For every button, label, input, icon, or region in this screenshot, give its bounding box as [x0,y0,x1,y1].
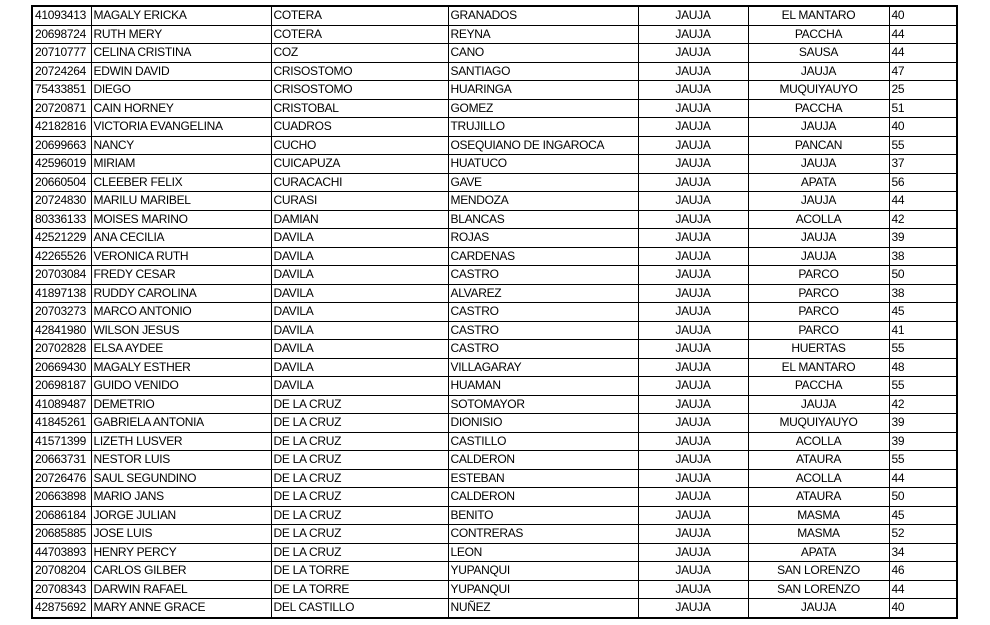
age-cell[interactable]: 41 [889,321,957,340]
age-cell[interactable]: 40 [889,118,957,137]
province-cell[interactable]: JAUJA [638,358,748,377]
dni-cell[interactable]: 42182816 [32,118,91,137]
surname-2-cell[interactable]: SANTIAGO [448,62,638,81]
surname-1-cell[interactable]: CUICAPUZA [271,155,448,174]
given-names-cell[interactable]: MARIO JANS [91,488,271,507]
age-cell[interactable]: 42 [889,395,957,414]
surname-1-cell[interactable]: DAVILA [271,321,448,340]
province-cell[interactable]: JAUJA [638,525,748,544]
province-cell[interactable]: JAUJA [638,469,748,488]
district-cell[interactable]: ACOLLA [748,469,889,488]
surname-1-cell[interactable]: DE LA CRUZ [271,414,448,433]
dni-cell[interactable]: 20708204 [32,562,91,581]
dni-cell[interactable]: 42596019 [32,155,91,174]
surname-1-cell[interactable]: CURASI [271,192,448,211]
province-cell[interactable]: JAUJA [638,377,748,396]
given-names-cell[interactable]: RUTH MERY [91,25,271,44]
surname-2-cell[interactable]: OSEQUIANO DE INGAROCA [448,136,638,155]
district-cell[interactable]: SAN LORENZO [748,562,889,581]
surname-1-cell[interactable]: DE LA TORRE [271,562,448,581]
table-row [32,377,957,396]
district-cell[interactable]: JAUJA [748,229,889,248]
province-cell[interactable]: JAUJA [638,543,748,562]
surname-1-cell[interactable]: CRISOSTOMO [271,81,448,100]
district-cell[interactable]: SAN LORENZO [748,580,889,599]
dni-cell[interactable]: 20660504 [32,173,91,192]
given-names-cell[interactable]: WILSON JESUS [91,321,271,340]
district-cell[interactable]: HUERTAS [748,340,889,359]
table-row [32,303,957,322]
surname-1-cell[interactable]: COTERA [271,6,448,25]
age-cell[interactable]: 52 [889,525,957,544]
dni-cell[interactable]: 42265526 [32,247,91,266]
surname-1-cell[interactable]: DAVILA [271,284,448,303]
surname-2-cell[interactable]: TRUJILLO [448,118,638,137]
province-cell[interactable]: JAUJA [638,136,748,155]
given-names-cell[interactable]: CAIN HORNEY [91,99,271,118]
given-names-cell[interactable]: GABRIELA ANTONIA [91,414,271,433]
table-row [32,44,957,63]
surname-2-cell[interactable]: CALDERON [448,451,638,470]
surname-1-cell[interactable]: DE LA CRUZ [271,488,448,507]
table-row [32,81,957,100]
dni-cell[interactable]: 20703084 [32,266,91,285]
surname-1-cell[interactable]: COZ [271,44,448,63]
province-cell[interactable]: JAUJA [638,321,748,340]
province-cell[interactable]: JAUJA [638,118,748,137]
surname-2-cell[interactable]: HUARINGA [448,81,638,100]
surname-2-cell[interactable]: ESTEBAN [448,469,638,488]
surname-2-cell[interactable]: VILLAGARAY [448,358,638,377]
district-cell[interactable]: APATA [748,543,889,562]
surname-2-cell[interactable]: YUPANQUI [448,562,638,581]
table-row [32,469,957,488]
surname-2-cell[interactable]: CASTILLO [448,432,638,451]
district-cell[interactable]: PARCO [748,303,889,322]
district-cell[interactable]: PACCHA [748,25,889,44]
table-row [32,155,957,174]
dni-cell[interactable]: 20685885 [32,525,91,544]
district-cell[interactable]: JAUJA [748,247,889,266]
age-cell[interactable]: 40 [889,6,957,25]
table-row [32,284,957,303]
surname-2-cell[interactable]: CASTRO [448,303,638,322]
surname-1-cell[interactable]: DE LA CRUZ [271,469,448,488]
given-names-cell[interactable]: VERONICA RUTH [91,247,271,266]
surname-2-cell[interactable]: HUATUCO [448,155,638,174]
given-names-cell[interactable]: MARCO ANTONIO [91,303,271,322]
given-names-cell[interactable]: MARY ANNE GRACE [91,599,271,618]
given-names-cell[interactable]: SAUL SEGUNDINO [91,469,271,488]
district-cell[interactable]: JAUJA [748,155,889,174]
dni-cell[interactable]: 20663731 [32,451,91,470]
province-cell[interactable]: JAUJA [638,210,748,229]
district-cell[interactable]: EL MANTARO [748,358,889,377]
district-cell[interactable]: ACOLLA [748,432,889,451]
surname-1-cell[interactable]: DE LA CRUZ [271,543,448,562]
given-names-cell[interactable]: NANCY [91,136,271,155]
surname-1-cell[interactable]: DAVILA [271,377,448,396]
district-cell[interactable]: JAUJA [748,118,889,137]
district-cell[interactable]: JAUJA [748,62,889,81]
dni-cell[interactable]: 20710777 [32,44,91,63]
surname-1-cell[interactable]: DE LA CRUZ [271,432,448,451]
age-cell[interactable]: 42 [889,210,957,229]
surname-2-cell[interactable]: CASTRO [448,321,638,340]
surname-2-cell[interactable]: CANO [448,44,638,63]
table-row [32,451,957,470]
surname-2-cell[interactable]: REYNA [448,25,638,44]
given-names-cell[interactable]: RUDDY CAROLINA [91,284,271,303]
surname-1-cell[interactable]: DAVILA [271,229,448,248]
surname-1-cell[interactable]: DE LA CRUZ [271,525,448,544]
province-cell[interactable]: JAUJA [638,99,748,118]
surname-2-cell[interactable]: YUPANQUI [448,580,638,599]
surname-1-cell[interactable]: DAVILA [271,358,448,377]
age-cell[interactable]: 56 [889,173,957,192]
table-row [32,266,957,285]
province-cell[interactable]: JAUJA [638,506,748,525]
age-cell[interactable]: 39 [889,229,957,248]
given-names-cell[interactable]: NESTOR LUIS [91,451,271,470]
table-row [32,136,957,155]
dni-cell[interactable]: 80336133 [32,210,91,229]
given-names-cell[interactable]: DARWIN RAFAEL [91,580,271,599]
surname-2-cell[interactable]: BENITO [448,506,638,525]
dni-cell[interactable]: 20669430 [32,358,91,377]
province-cell[interactable]: JAUJA [638,62,748,81]
age-cell[interactable]: 47 [889,62,957,81]
records-table [31,5,958,619]
table-row [32,414,957,433]
province-cell[interactable]: JAUJA [638,562,748,581]
table-row [32,488,957,507]
table-body [32,6,957,618]
age-cell[interactable]: 55 [889,136,957,155]
province-cell[interactable]: JAUJA [638,25,748,44]
province-cell[interactable]: JAUJA [638,340,748,359]
given-names-cell[interactable]: MAGALY ESTHER [91,358,271,377]
province-cell[interactable]: JAUJA [638,303,748,322]
surname-1-cell[interactable]: DE LA CRUZ [271,451,448,470]
district-cell[interactable]: MASMA [748,506,889,525]
table-row [32,173,957,192]
surname-1-cell[interactable]: CUCHO [271,136,448,155]
age-cell[interactable]: 25 [889,81,957,100]
dni-cell[interactable]: 42521229 [32,229,91,248]
province-cell[interactable]: JAUJA [638,414,748,433]
table-row [32,247,957,266]
district-cell[interactable]: PANCAN [748,136,889,155]
surname-2-cell[interactable]: CONTRERAS [448,525,638,544]
given-names-cell[interactable]: LIZETH LUSVER [91,432,271,451]
district-cell[interactable]: PARCO [748,284,889,303]
table-row [32,543,957,562]
given-names-cell[interactable]: JOSE LUIS [91,525,271,544]
spreadsheet [31,5,958,619]
age-cell[interactable]: 46 [889,562,957,581]
age-cell[interactable]: 51 [889,99,957,118]
table-row [32,62,957,81]
table-row [32,99,957,118]
surname-2-cell[interactable]: HUAMAN [448,377,638,396]
age-cell[interactable]: 39 [889,414,957,433]
surname-1-cell[interactable]: DEL CASTILLO [271,599,448,618]
table-row [32,210,957,229]
surname-2-cell[interactable]: SOTOMAYOR [448,395,638,414]
age-cell[interactable]: 38 [889,284,957,303]
district-cell[interactable]: SAUSA [748,44,889,63]
province-cell[interactable]: JAUJA [638,44,748,63]
table-row [32,395,957,414]
surname-1-cell[interactable]: DE LA CRUZ [271,395,448,414]
given-names-cell[interactable]: DIEGO [91,81,271,100]
dni-cell[interactable]: 20703273 [32,303,91,322]
province-cell[interactable]: JAUJA [638,229,748,248]
province-cell[interactable]: JAUJA [638,155,748,174]
district-cell[interactable]: PARCO [748,266,889,285]
given-names-cell[interactable]: EDWIN DAVID [91,62,271,81]
table-row [32,6,957,25]
dni-cell[interactable]: 41089487 [32,395,91,414]
district-cell[interactable]: JAUJA [748,395,889,414]
province-cell[interactable]: JAUJA [638,451,748,470]
table-row [32,25,957,44]
surname-2-cell[interactable]: GRANADOS [448,6,638,25]
dni-cell[interactable]: 20698187 [32,377,91,396]
district-cell[interactable]: APATA [748,173,889,192]
surname-1-cell[interactable]: CRISTOBAL [271,99,448,118]
dni-cell[interactable]: 20708343 [32,580,91,599]
dni-cell[interactable]: 20702828 [32,340,91,359]
age-cell[interactable]: 48 [889,358,957,377]
dni-cell[interactable]: 42875692 [32,599,91,618]
province-cell[interactable]: JAUJA [638,6,748,25]
table-row [32,192,957,211]
age-cell[interactable]: 38 [889,247,957,266]
surname-1-cell[interactable]: CURACACHI [271,173,448,192]
province-cell[interactable]: JAUJA [638,432,748,451]
age-cell[interactable]: 40 [889,599,957,618]
province-cell[interactable]: JAUJA [638,395,748,414]
dni-cell[interactable]: 20724264 [32,62,91,81]
dni-cell[interactable]: 20663898 [32,488,91,507]
surname-1-cell[interactable]: DAMIAN [271,210,448,229]
age-cell[interactable]: 44 [889,25,957,44]
age-cell[interactable]: 45 [889,303,957,322]
surname-2-cell[interactable]: ROJAS [448,229,638,248]
given-names-cell[interactable]: JORGE JULIAN [91,506,271,525]
surname-1-cell[interactable]: CUADROS [271,118,448,137]
district-cell[interactable]: ACOLLA [748,210,889,229]
surname-2-cell[interactable]: DIONISIO [448,414,638,433]
province-cell[interactable]: JAUJA [638,580,748,599]
surname-2-cell[interactable]: GAVE [448,173,638,192]
province-cell[interactable]: JAUJA [638,266,748,285]
surname-2-cell[interactable]: CARDENAS [448,247,638,266]
surname-2-cell[interactable]: ALVAREZ [448,284,638,303]
dni-cell[interactable]: 41845261 [32,414,91,433]
table-row [32,506,957,525]
age-cell[interactable]: 44 [889,44,957,63]
district-cell[interactable]: ATAURA [748,451,889,470]
province-cell[interactable]: JAUJA [638,599,748,618]
given-names-cell[interactable]: CLEEBER FELIX [91,173,271,192]
province-cell[interactable]: JAUJA [638,192,748,211]
surname-2-cell[interactable]: CASTRO [448,266,638,285]
dni-cell[interactable]: 20686184 [32,506,91,525]
district-cell[interactable]: PACCHA [748,99,889,118]
given-names-cell[interactable]: MIRIAM [91,155,271,174]
given-names-cell[interactable]: CELINA CRISTINA [91,44,271,63]
province-cell[interactable]: JAUJA [638,284,748,303]
district-cell[interactable]: MUQUIYAUYO [748,81,889,100]
district-cell[interactable]: ATAURA [748,488,889,507]
table-row [32,525,957,544]
dni-cell[interactable]: 20720871 [32,99,91,118]
dni-cell[interactable]: 44703893 [32,543,91,562]
table-row [32,562,957,581]
surname-1-cell[interactable]: DAVILA [271,247,448,266]
dni-cell[interactable]: 20724830 [32,192,91,211]
table-row [32,599,957,618]
age-cell[interactable]: 55 [889,377,957,396]
given-names-cell[interactable]: ANA CECILIA [91,229,271,248]
age-cell[interactable]: 50 [889,488,957,507]
age-cell[interactable]: 55 [889,451,957,470]
surname-2-cell[interactable]: LEON [448,543,638,562]
age-cell[interactable]: 37 [889,155,957,174]
table-row [32,229,957,248]
table-row [32,340,957,359]
province-cell[interactable]: JAUJA [638,247,748,266]
dni-cell[interactable]: 20699663 [32,136,91,155]
surname-1-cell[interactable]: DAVILA [271,266,448,285]
age-cell[interactable]: 44 [889,469,957,488]
surname-2-cell[interactable]: NUÑEZ [448,599,638,618]
dni-cell[interactable]: 41571399 [32,432,91,451]
surname-1-cell[interactable]: DAVILA [271,303,448,322]
dni-cell[interactable]: 75433851 [32,81,91,100]
age-cell[interactable]: 44 [889,580,957,599]
dni-cell[interactable]: 41093413 [32,6,91,25]
given-names-cell[interactable]: VICTORIA EVANGELINA [91,118,271,137]
given-names-cell[interactable]: DEMETRIO [91,395,271,414]
given-names-cell[interactable]: HENRY PERCY [91,543,271,562]
given-names-cell[interactable]: MOISES MARINO [91,210,271,229]
given-names-cell[interactable]: FREDY CESAR [91,266,271,285]
given-names-cell[interactable]: GUIDO VENIDO [91,377,271,396]
age-cell[interactable]: 34 [889,543,957,562]
surname-2-cell[interactable]: MENDOZA [448,192,638,211]
surname-1-cell[interactable]: DAVILA [271,340,448,359]
surname-1-cell[interactable]: CRISOSTOMO [271,62,448,81]
dni-cell[interactable]: 20698724 [32,25,91,44]
age-cell[interactable]: 44 [889,192,957,211]
given-names-cell[interactable]: CARLOS GILBER [91,562,271,581]
district-cell[interactable]: JAUJA [748,192,889,211]
surname-1-cell[interactable]: DE LA CRUZ [271,506,448,525]
district-cell[interactable]: EL MANTARO [748,6,889,25]
table-row [32,432,957,451]
province-cell[interactable]: JAUJA [638,488,748,507]
table-row [32,358,957,377]
surname-1-cell[interactable]: COTERA [271,25,448,44]
surname-1-cell[interactable]: DE LA TORRE [271,580,448,599]
age-cell[interactable]: 50 [889,266,957,285]
age-cell[interactable]: 39 [889,432,957,451]
age-cell[interactable]: 45 [889,506,957,525]
surname-2-cell[interactable]: CASTRO [448,340,638,359]
surname-2-cell[interactable]: CALDERON [448,488,638,507]
table-row [32,118,957,137]
table-row [32,321,957,340]
dni-cell[interactable]: 41897138 [32,284,91,303]
province-cell[interactable]: JAUJA [638,81,748,100]
dni-cell[interactable]: 20726476 [32,469,91,488]
table-row [32,580,957,599]
given-names-cell[interactable]: MAGALY ERICKA [91,6,271,25]
province-cell[interactable]: JAUJA [638,173,748,192]
age-cell[interactable]: 55 [889,340,957,359]
district-cell[interactable]: JAUJA [748,599,889,618]
district-cell[interactable]: MUQUIYAUYO [748,414,889,433]
given-names-cell[interactable]: ELSA AYDEE [91,340,271,359]
given-names-cell[interactable]: MARILU MARIBEL [91,192,271,211]
district-cell[interactable]: PARCO [748,321,889,340]
district-cell[interactable]: PACCHA [748,377,889,396]
district-cell[interactable]: MASMA [748,525,889,544]
surname-2-cell[interactable]: BLANCAS [448,210,638,229]
dni-cell[interactable]: 42841980 [32,321,91,340]
surname-2-cell[interactable]: GOMEZ [448,99,638,118]
